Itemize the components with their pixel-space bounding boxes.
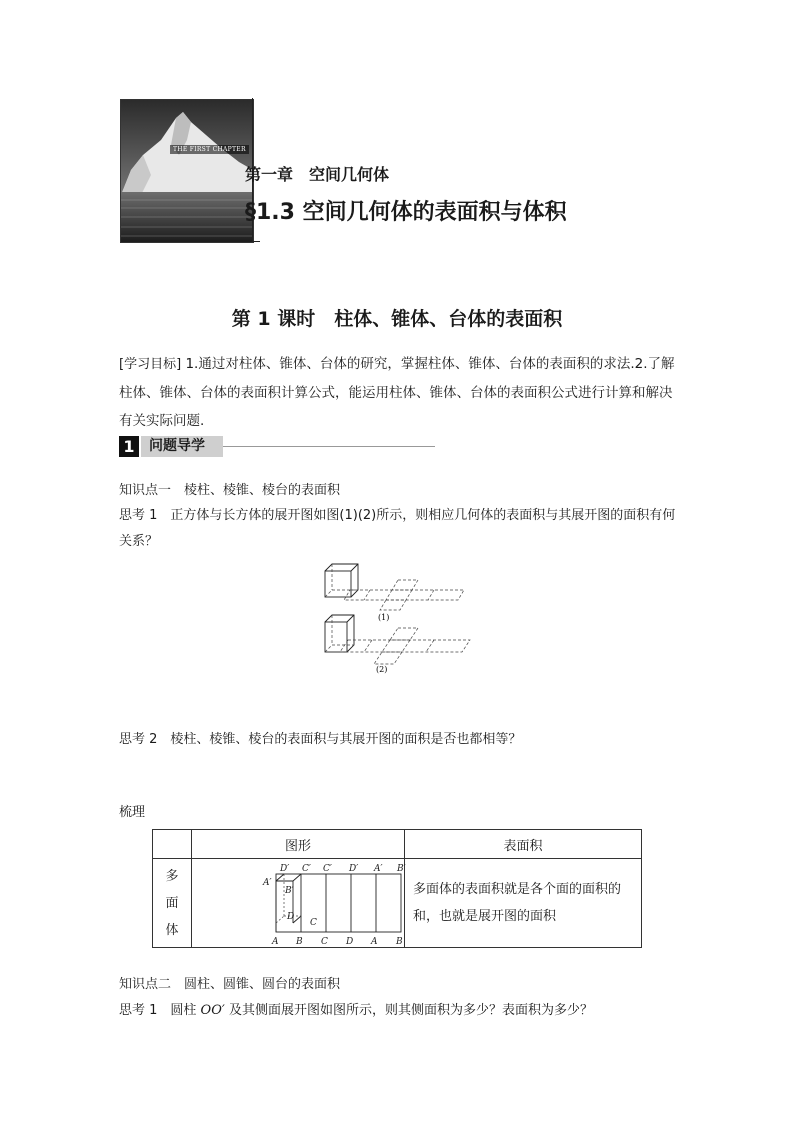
svg-text:A: A [272,937,279,947]
section-rule [223,446,435,447]
learning-goals-text: 1.通过对柱体、锥体、台体的研究，掌握柱体、锥体、台体的表面积的求法.2.了解柱体、锥体、台体的表面积计算公式，能运用柱体、锥体、台体的表面积公式进行计算和解决有关实际问题. [119,356,675,429]
svg-text:C′: C′ [323,864,332,874]
table-header-area: 表面积 [405,830,642,859]
knowledge-point-2-heading: 知识点二 圆柱、圆锥、圆台的表面积 [119,977,341,992]
net-figure [320,560,480,679]
figure-label-2: (2) [376,665,388,674]
svg-text:A′: A′ [374,864,383,874]
svg-text:D′: D′ [280,864,290,874]
summary-table [152,829,642,948]
svg-text:A: A [371,937,378,947]
section-label: 问题导学 [141,436,223,457]
svg-text:B: B [396,937,403,947]
svg-text:B′: B′ [397,864,406,874]
row-label-polyhedron: 多 面 体 [153,859,192,948]
summary-label: 梳理 [119,805,146,820]
svg-text:B: B [296,937,303,947]
svg-text:A′: A′ [263,878,272,888]
svg-text:B′: B′ [285,886,294,896]
svg-text:C: C [310,918,317,928]
knowledge-point-1-heading: 知识点一 棱柱、棱锥、棱台的表面积 [119,483,341,498]
table-header-figure: 图形 [192,830,405,859]
section-title: §1.3 空间几何体的表面积与体积 [245,200,567,225]
learning-goals [119,350,679,435]
svg-text:D: D [287,912,295,922]
svg-text:D′: D′ [349,864,359,874]
figure-label-1: (1) [378,613,390,622]
polyhedron-net-figure [192,859,405,948]
learning-goals-tag: [学习目标] [119,357,182,372]
cylinder-symbol: OO′ [200,1003,225,1018]
table-header-empty [153,830,192,859]
svg-text:C′: C′ [302,864,311,874]
polyhedron-area-text: 多面体的表面积就是各个面的面积的和，也就是展开图的面积 [405,859,642,948]
section-number: 1 [119,436,139,457]
chapter-banner-image [120,99,254,243]
think-question-2: 思考 2 棱柱、棱锥、棱台的表面积与其展开图的面积是否也都相等？ [119,732,522,747]
lesson-title: 第 1 课时 柱体、锥体、台体的表面积 [231,308,563,330]
think-question-1: 思考 1 正方体与长方体的展开图如图(1)(2)所示，则相应几何体的表面积与其展开图的面积有何关系？ [119,508,676,549]
banner-divider-tick [252,241,260,242]
chapter-title: 第一章 空间几何体 [245,165,390,184]
svg-text:C: C [321,937,328,947]
think-question-3: 思考 1 圆柱 OO′ 及其侧面展开图如图所示，则其侧面积为多少？表面积为多少？ [119,1003,593,1018]
svg-text:D: D [346,937,354,947]
banner-caption: THE FIRST CHAPTER [170,145,249,154]
